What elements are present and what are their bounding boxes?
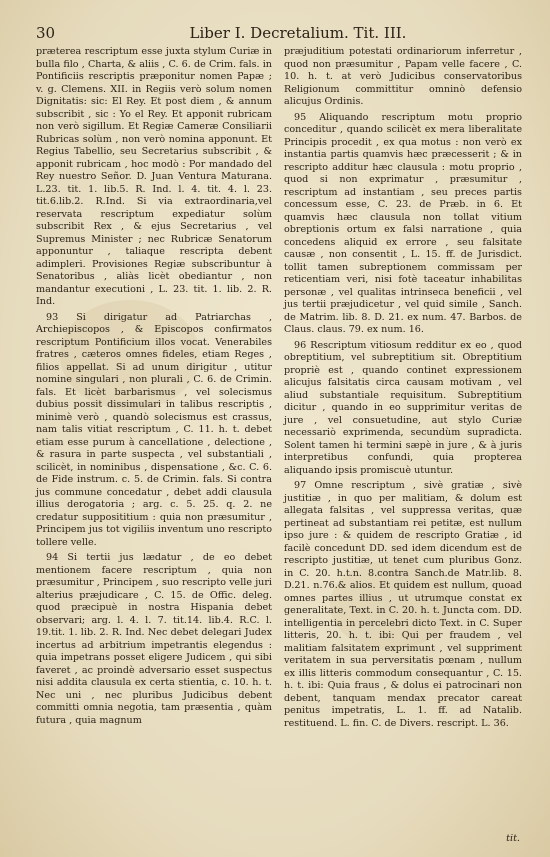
left-column bbox=[36, 46, 272, 727]
page-header bbox=[36, 24, 520, 44]
paragraph-95: 95 Aliquando rescriptum motu proprio conceditur , quando scilicèt ex mera liberalitate Principis procedit , ex qua motus : non verò ex instantia partis quamvis hæc præcesserit ; & in rescripto additur hæc clausula : motu proprio , quod si non exprimatur , præsumitur , rescriptum ad instantiam , seu preces partis concessum esse, C. 23. de Præb. in 6. Et quamvis hæc clausula non tollat vitium obreptionis ortum ex falsi narratione , quia concedens aliquid ex errore , seu falsitate causæ , non consentit , L. 15. ff. de Jurisdict. tollit tamen subreptionem commissam per reticentiam veri, nisi fotè taceatur inhabilitas personæ , vel qualitas intrinseca beneficii , vel jus tertii præjudicetur , vel quid simile , Sanch. de Matrim. lib. 8. D. 21. ex num. 47. Barbos. de Claus. claus. 79. ex num. 16. bbox=[284, 111, 522, 335]
page-number: 30 bbox=[36, 24, 56, 42]
paragraph-96: 96 Rescriptum vitiosum redditur ex eo , quod obreptitium, vel subreptitium sit. Obreptitium propriè est , quando continet expressionem alicujus falsitatis circa causam motivam , vel aliud substantiale requisitum. Subreptitium dicitur , quando in eo supprimitur veritas de jure , vel consuetudine, aut stylo Curiæ necessariò exprimenda, secundùm supradicta. Solent tamen hi termini sæpè in jure , & à juris interpretibus confundi, quia propterea aliquando ipsis promiscuè utuntur. bbox=[284, 339, 522, 476]
paragraph: præterea rescriptum esse juxta stylum Curiæ in bulla filo , Charta, & aliis , C. 6. de Crim. fals. in Pontificiis rescriptis præponitur nomen Papæ ; v. g. Clemens. XII. in Regiis verò solum nomen Dignitatis: sic: El Rey. Et post diem , & annum subscribit , sic : Yo el Rey. Et apponit rubricam non verò sigillum. Et Regiæ Cameræ Consiliarii Rubricas solùm , non verò nomina apponunt. Et Regius Tabellio, seu Secretarius subscribit , & apponit rubricam , hoc modò : Por mandado del Rey nuestro Señor. D. Juan Ventura Maturana. L.23. tit. 1. lib.5. R. Ind. l. 4. tit. 4. l. 23. tit.6.lib.2. R.Ind. Si via extraordinaria,vel reservata rescriptum expediatur solùm subscribit Rex , & ejus Secretarius , vel Supremus Minister ; nec Rubricæ Senatorum apponuntur , taliaque rescripta debent adimpleri. Provisiones Regiæ subscribuntur à Senatoribus , aliàs licèt obediantur , non mandantur executioni , L. 23. tit. 1. lib. 2. R. Ind. bbox=[36, 46, 272, 307]
paragraph-97: 97 Omne rescriptum , sivè gratiæ , sivè justitiæ , in quo per malitiam, & dolum est allegata falsitas , vel suppressa veritas, quæ pertineat ad substantiam rei petitæ, est nullum ipso jure : & quidem de rescripto Gratiæ , id facilè concedunt DD. sed idem dicendum est de rescripto justitiæ, ut tenet cum pluribus Gonz. in C. 20. h.t.n. 8.contra Sanch.de Matr.lib. 8. D.21. n.76.& alios. Et quidem est nullum, quoad omnes partes illius , ut utrumque constat ex generalitate, Text. in C. 20. h. t. Juncta com. DD. intelligentia in percelebri dicto Text. in C. Super litteris, 20. h. t. ibi: Qui per fraudem , vel malitiam falsitatem exprimunt , vel suppriment veritatem in sua perversitatis pœnam , nullum ex illis litteris commodum consequantur , C. 15. h. t. ibi: Quia fraus , & dolus ei patrocinari non debent, tanquam mendax precator careat penitus impetratis, L. 1. ff. ad Natalib. restituend. L. fin. C. de Divers. rescript. L. 36. bbox=[284, 480, 522, 729]
running-title: Liber I. Decretalium. Tit. III. bbox=[189, 24, 407, 42]
paragraph: præjuditium potestati ordinariorum inferretur , quod non præsumitur , Papam velle facere , C. 10. h. t. at verò Judicibus conservatoribus Religionum committitur omninò defensio alicujus Ordinis. bbox=[284, 46, 522, 107]
paragraph-93: 93 Si dirigatur ad Patriarchas , Archiepiscopos , & Episcopos confirmatos rescriptum Pontificium illos vocat. Venerabiles fratres , cæteros omnes fideles, etiam Reges , filios appellat. Si ad unum dirigitur , utitur nomine singulari , non plurali , C. 6. de Crimin. fals. Et licèt barbarismus , vel solecismus dubius possit dissimulari in talibus rescriptis , minimè verò , quandò solecismus est crassus, nam talis vitiat rescriptum , C. 11. h. t. debet etiam esse purum à cancellatione , delectione , & rasura in parte suspecta , vel substantiali , scilicèt, in nominibus , dispensatione , &c. C. 6. de Fide instrum. c. 5. de Crimin. fals. Si contra jus commune concedatur , debet addi clausula illius derogatoria ; arg. c. 5. 25. q. 2. ne credatur supposititium : quia non præsumitur , Principem jus tot vigiliis inventum uno rescripto tollere velle. bbox=[36, 311, 272, 548]
paragraph-94: 94 Si tertii jus lædatur , de eo debet mentionem facere rescriptum , quia non præsumitur , Principem , suo rescripto velle juri alterius præjudicare , C. 15. de Offic. deleg. quod præcipuè in nostra Hispania debet observari; arg. l. 4. l. 7. tit.14. lib.4. R.C. l. 19.tit. 1. lib. 2. R. Ind. Nec debet delegari Judex incertus ad arbitrium impetrantis elegendus : quia impetrans posset eligere Judicem , qui sibi faveret , ac proindè adversario esset suspectus nisi addita clausula ex certa stientia, c. 10. h. t. Nec uni , nec pluribus Judicibus debent committi omnia negotia, tam præsentia , quàm futura , quia magnum bbox=[36, 552, 272, 726]
right-column bbox=[284, 46, 522, 730]
catchword: tit. bbox=[506, 833, 520, 844]
